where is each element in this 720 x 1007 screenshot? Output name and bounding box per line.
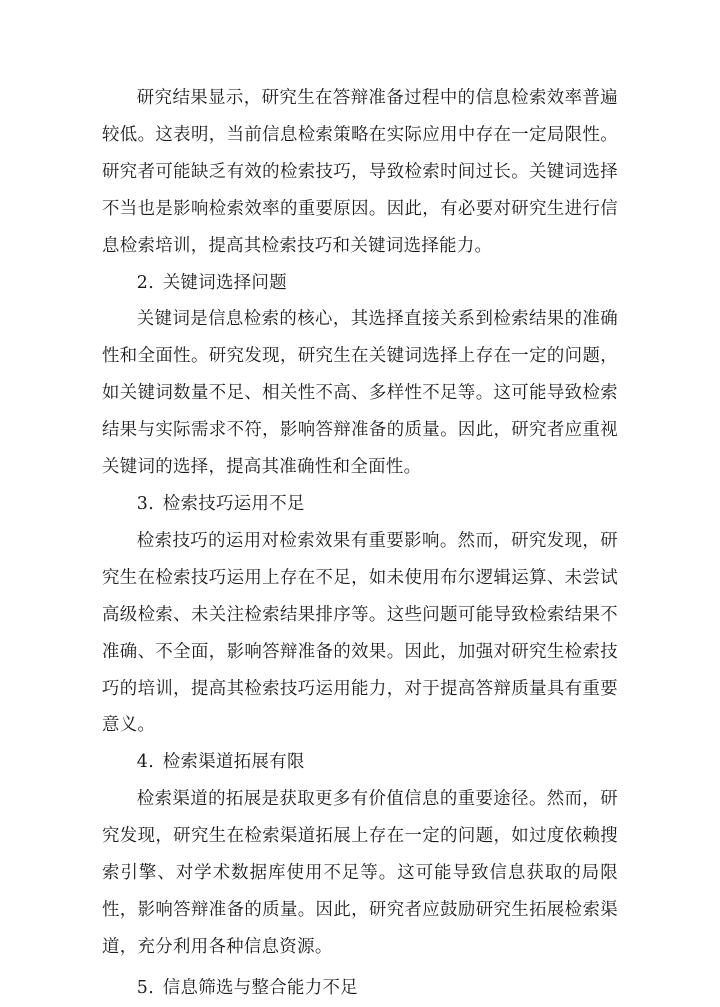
heading-title: 检索渠道拓展有限 [162, 752, 305, 773]
paragraph-search-skills: 检索技巧的运用对检索效果有重要影响。然而，研究发现，研究生在检索技巧运用上存在不足，如未使用布尔逻辑运算、未尝试高级检索、未关注检索结果排序等。这些问题可能导致检索结果不准确、不全面，影响答辩准备的效果。因此，加强对研究生检索技巧的培训，提高其检索技巧运用能力，对于提高答辩质量具有重要意义。 [102, 530, 618, 736]
paragraph-results: 研究结果显示，研究生在答辩准备过程中的信息检索效率普遍较低。这表明，当前信息检索策略在实际应用中存在一定局限性。研究者可能缺乏有效的检索技巧，导致检索时间过长。关键词选择不当也是影响检索效率的重要原因。因此，有必要对研究生进行信息检索培训，提高其检索技巧和关键词选择能力。 [102, 88, 618, 256]
heading-number: 4. [136, 752, 155, 773]
heading-search-channels [102, 744, 618, 781]
heading-title: 关键词选择问题 [162, 272, 287, 293]
heading-title: 检索技巧运用不足 [162, 493, 305, 514]
paragraph-keyword-selection: 关键词是信息检索的核心，其选择直接关系到检索结果的准确性和全面性。研究发现，研究生在关键词选择上存在一定的问题，如关键词数量不足、相关性不高、多样性不足等。这可能导致检索结果与实际需求不符，影响答辩准备的质量。因此，研究者应重视关键词的选择，提高其准确性和全面性。 [102, 309, 618, 478]
paragraph-search-channels: 检索渠道的拓展是获取更多有价值信息的重要途径。然而，研究发现，研究生在检索渠道拓展上存在一定的问题，如过度依赖搜索引擎、对学术数据库使用不足等。这可能导致信息获取的局限性，影响答辩准备的质量。因此，研究者应鼓励研究生拓展检索渠道，充分利用各种信息资源。 [102, 789, 618, 957]
heading-number: 5. [136, 977, 155, 998]
heading-info-screening [102, 970, 618, 1007]
heading-keyword-selection [102, 265, 618, 302]
heading-number: 3. [136, 493, 155, 514]
heading-number: 2. [136, 272, 155, 293]
heading-search-skills [102, 486, 618, 523]
heading-title: 信息筛选与整合能力不足 [162, 977, 358, 998]
